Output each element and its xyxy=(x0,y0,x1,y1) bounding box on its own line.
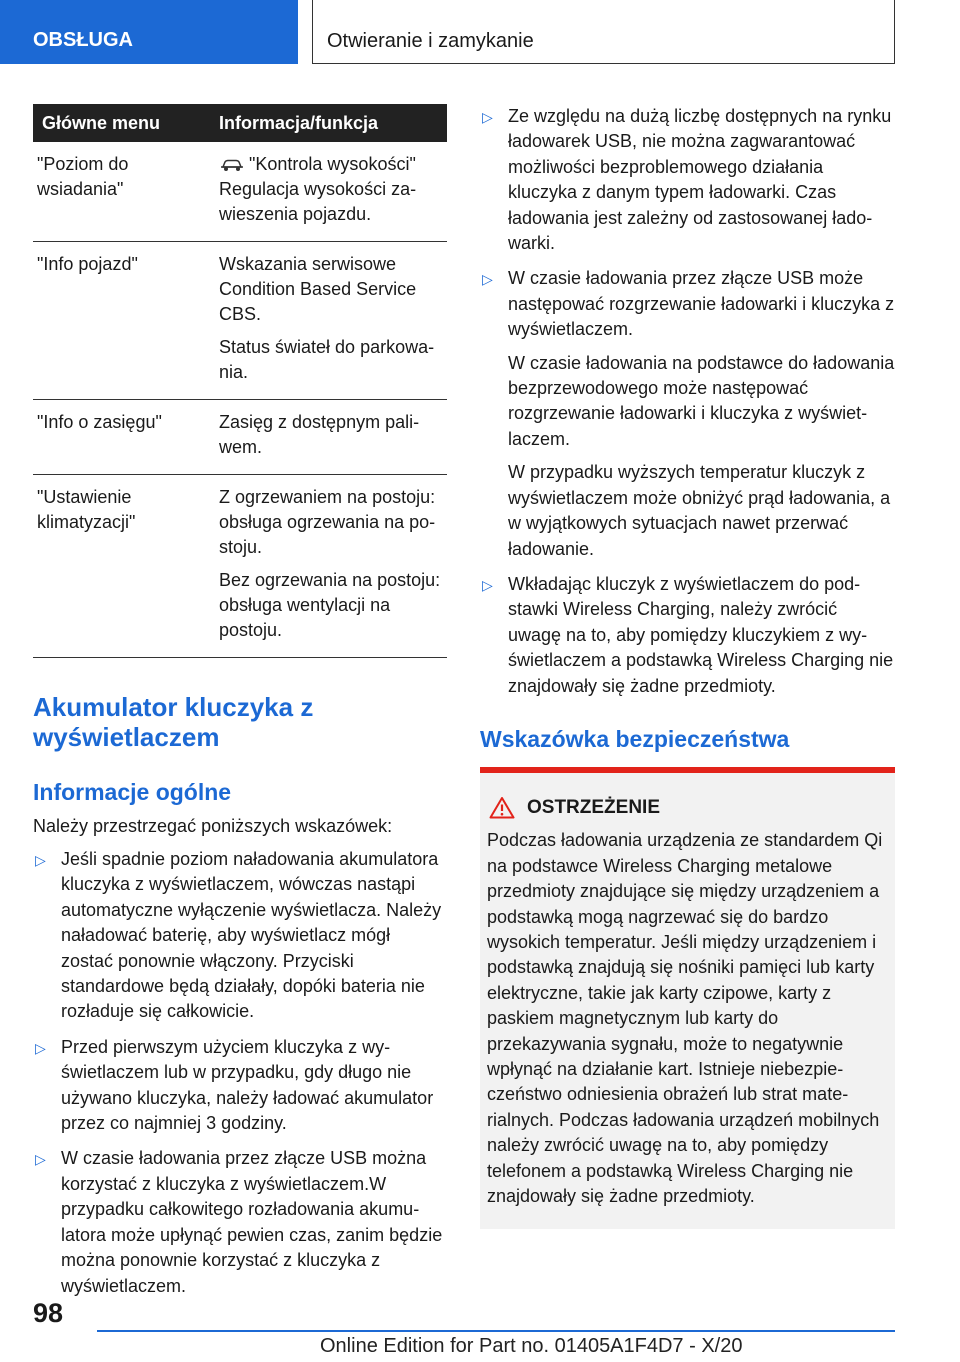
list-item: ▷ W czasie ładowania przez złącze USB może następować rozgrzewanie ładowarki i kluczyka z wyświetlaczem. W czasie ładowania na podstawce do ładowania bezprzewodowego może następować rozgrzewanie ładowarki i kluczyka z wyświetlaczem. W przypadku wyższych temperatur kluczyk z wyświetlaczem może obniżyć prąd ładowania, a w wyjątkowych sytuacjach nawet przerwać ładowanie. xyxy=(482,268,895,559)
list-item: ▷ Ze względu na dużą liczbę dostępnych na rynku ładowarek USB, nie można zagwarantować możliwości bezproblemowego działania kluczyka z danym typem ładowarki. Czas ładowania jest zależny od zastosowanej ładowarki. xyxy=(482,106,892,254)
info-text: Bez ogrzewania na postoju: obsługa wentylacji na postoju. xyxy=(219,570,441,640)
footer-edition: Online Edition for Part no. 01405A1F4D7 - X/20 xyxy=(320,1335,743,1357)
footer-divider xyxy=(97,1330,895,1332)
table-cell-menu: "Ustawienie klimatyzacji" xyxy=(33,475,207,658)
list-item: ▷ Jeśli spadnie poziom naładowania akumulatora kluczyka z wyświetlaczem, wówczas nastąpi automatyczne wyłączenie wyświetlacza. Należy naładować baterię, aby wyświetlacz mógł zostać ponownie włączony. Przyciski standardowe będą działały, dopóki bateria nie rozładuje się całkowicie. xyxy=(35,849,442,1022)
triangle-right-icon: ▷ xyxy=(482,271,493,288)
list-item: ▷ Wkładając kluczyk z wyświetlaczem do podstawki Wireless Charging, należy zwrócić uwagę na to, aby pomiędzy kluczykiem z wyświetlaczem a podstawką Wireless Charging nie znajdowały się żadne przedmioty. xyxy=(482,573,894,696)
table-cell-info xyxy=(207,242,447,400)
info-text: Status świateł do parkowania. xyxy=(219,337,435,382)
warning-box xyxy=(480,767,895,1230)
section-title: Akumulator kluczyka z wyświetlaczem xyxy=(33,692,314,752)
section-tab: OBSŁUGA xyxy=(0,0,298,64)
intro-text: Należy przestrzegać poniższych wskazówek: xyxy=(33,816,393,836)
triangle-right-icon: ▷ xyxy=(35,1039,46,1056)
triangle-right-icon: ▷ xyxy=(482,576,493,593)
menu-table xyxy=(33,104,447,658)
table-cell-menu: "Info o zasięgu" xyxy=(33,400,207,475)
triangle-right-icon: ▷ xyxy=(482,109,493,125)
bullet-list xyxy=(33,847,447,1299)
table-cell-menu: "Poziom do wsiadania" xyxy=(33,142,207,242)
warning-triangle-icon xyxy=(489,796,515,819)
car-height-icon xyxy=(219,158,245,172)
table-cell-info xyxy=(207,475,447,658)
page-header-title: Otwieranie i zamykanie xyxy=(312,0,895,64)
table-row xyxy=(33,475,447,658)
subsection-title: Informacje ogólne xyxy=(33,779,232,805)
table-row xyxy=(33,242,447,400)
table-cell-menu: "Info pojazd" xyxy=(33,242,207,400)
list-item: ▷ Przed pierwszym użyciem kluczyka z wyświetlaczem lub w przypadku, gdy długo nie używano kluczyka, należy ładować akumulator przez co najmniej 3 godziny. xyxy=(35,1036,434,1134)
info-text: Zasięg z dostępnym paliwem. xyxy=(219,412,420,457)
triangle-right-icon: ▷ xyxy=(35,1151,46,1168)
table-header-info: Informacja/funkcja xyxy=(207,104,447,142)
table-header-menu: Główne menu xyxy=(33,104,207,142)
table-row xyxy=(33,142,447,242)
table-cell-info xyxy=(207,142,447,242)
list-item: ▷ W czasie ładowania przez złącze USB można korzystać z kluczyka z wyświetlaczem.W przypadku całkowitego rozładowania akumulatora może upłynąć pewien czas, zanim będzie można ponownie korzystać z kluczyka z wyświetlaczem. xyxy=(35,1148,443,1296)
triangle-right-icon: ▷ xyxy=(35,852,46,868)
warning-text: Podczas ładowania urządzenia ze standardem Qi na podstawce Wireless Charging metalowe przedmioty znajdujące się między urządzeniem a podstawką mogą nagrzewać się do bardzo wysokich temperatur. Jeśli między urządzeniem i podstawką znajdują się nośniki pamięci lub karty elektryczne, takie jak karty czipowe, karty z paskiem magnetycznym lub karty do przekazywania sygnału, może to negatywnie wpłynąć na działanie kart. Istnieje niebezpieczeństwo odniesienia obrażeń lub strat materialnych. Podczas ładowania urządzeń mobilnych należy zwrócić uwagę na to, aby pomiędzy telefonem a podstawką Wireless Charging nie znajdowały się żadne przedmioty. xyxy=(487,830,883,1207)
safety-title: Wskazówka bezpieczeństwa xyxy=(480,725,790,752)
info-text: Z ogrzewaniem na postoju: obsługa ogrzewania na postoju. xyxy=(219,487,436,557)
table-row xyxy=(33,400,447,475)
warning-heading xyxy=(487,795,887,820)
info-text: Wskazania serwisowe Condition Based Service CBS. xyxy=(219,254,417,324)
warning-label: OSTRZEŻENIE xyxy=(527,796,661,818)
right-column xyxy=(480,104,895,1229)
table-cell-info xyxy=(207,400,447,475)
page-number: 98 xyxy=(33,1298,64,1328)
info-text: "Kontrola wysokości" Regulacja wysokości zawieszenia pojazdu. xyxy=(219,154,417,224)
bullet-list xyxy=(480,104,895,699)
left-column xyxy=(33,104,447,1309)
